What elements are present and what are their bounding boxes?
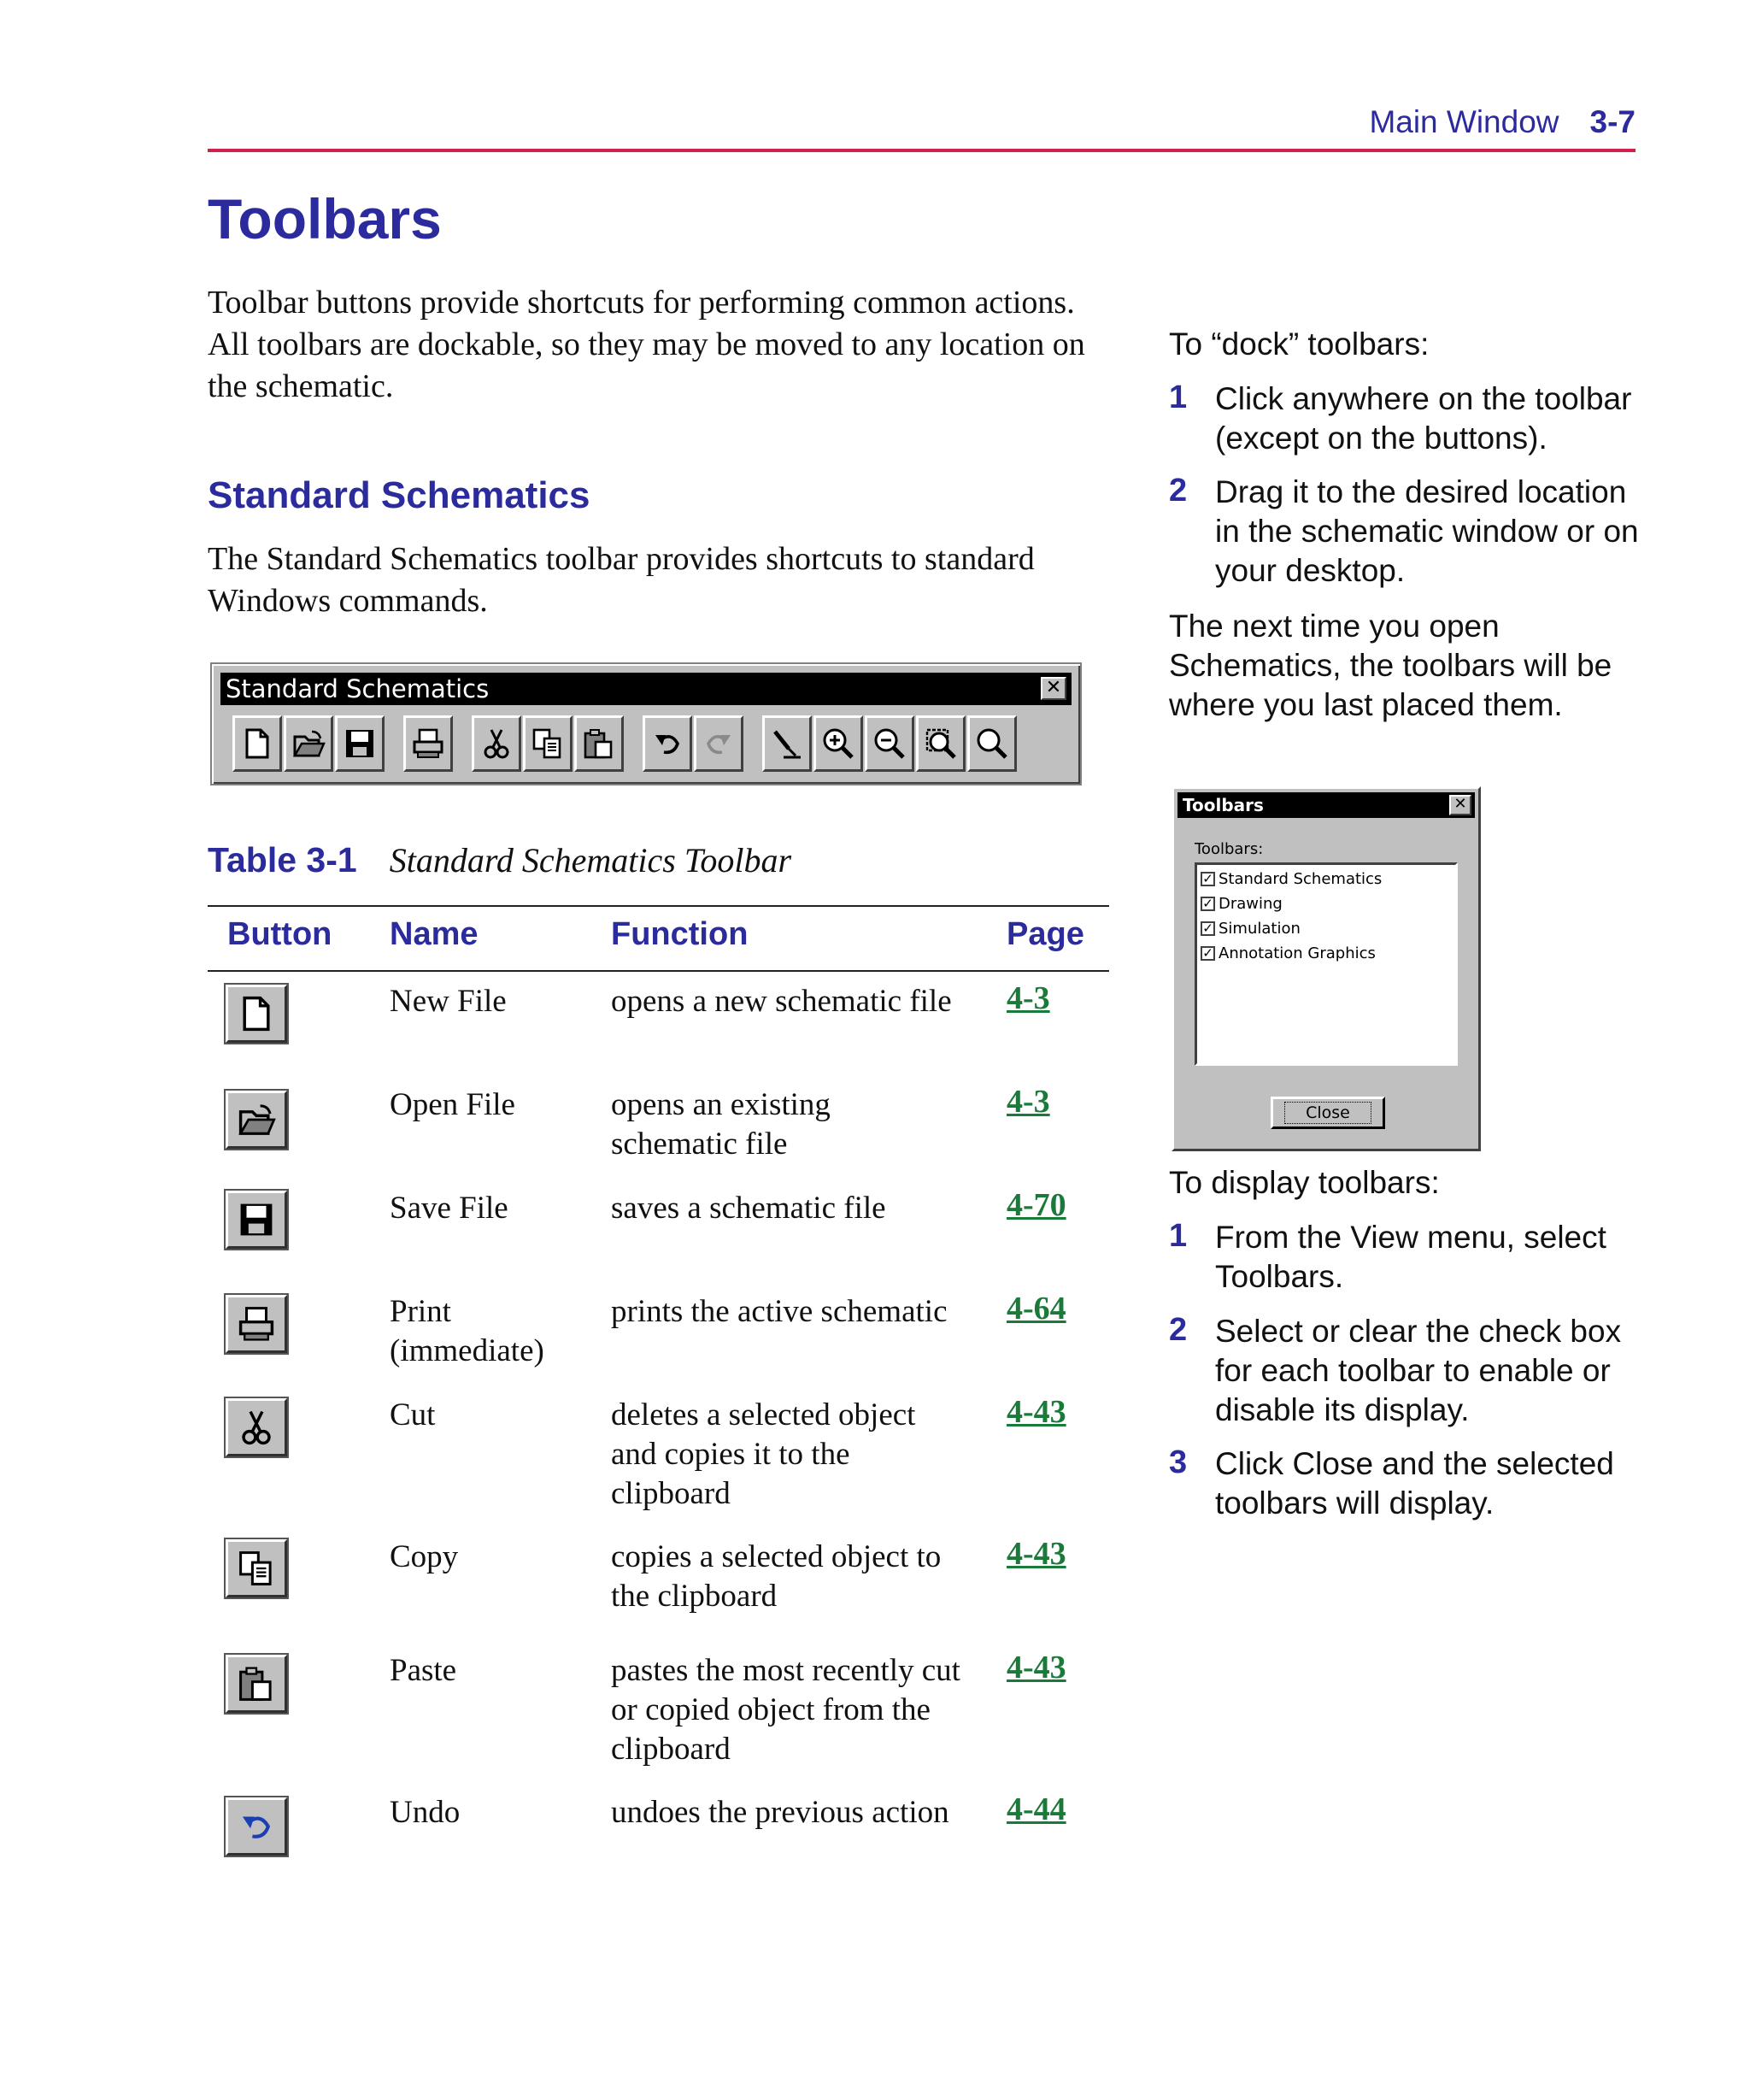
new-file-button[interactable] (232, 715, 282, 772)
dialog-list-label: Toolbars: (1195, 840, 1264, 858)
header-name: Name (390, 916, 479, 952)
redo-button[interactable] (694, 715, 743, 772)
copy-button[interactable] (523, 715, 573, 772)
zoom-out-button[interactable] (865, 715, 914, 772)
dock-note: The next time you open Schematics, the toolbars will be where you last placed them. (1169, 609, 1612, 722)
row-function: undoes the previous action (611, 1795, 949, 1830)
zoom-in-icon (821, 726, 855, 761)
toolbars-dialog (1172, 786, 1481, 1151)
header-page-number: 3-7 (1589, 104, 1635, 139)
dialog-titlebar (1177, 792, 1475, 818)
table-row-icon-copy (226, 1539, 287, 1597)
table-header-rule (208, 970, 1109, 972)
table-row-icon-paste (226, 1655, 287, 1713)
header-function: Function (611, 916, 749, 952)
open-file-icon (291, 726, 326, 761)
header-page: Page (1007, 916, 1084, 952)
undo-icon (650, 726, 684, 761)
dialog-close-label: Close (1284, 1102, 1371, 1124)
page-link[interactable]: 4-64 (1007, 1291, 1066, 1326)
cut-button[interactable] (472, 715, 521, 772)
display-step-number: 2 (1169, 1312, 1188, 1348)
display-step-text: Click Close and the selected toolbars will display. (1215, 1446, 1614, 1521)
table-row-icon-undo (226, 1797, 287, 1856)
zoom-in-button[interactable] (813, 715, 863, 772)
print-icon (411, 726, 445, 761)
paste-button[interactable] (574, 715, 624, 772)
row-function: deletes a selected object and copies it to the clipboard (611, 1397, 916, 1511)
dialog-close-icon-button[interactable]: ✕ (1449, 795, 1471, 815)
table-row-icon-print (226, 1295, 287, 1353)
page-link[interactable]: 4-3 (1007, 980, 1050, 1016)
section-heading: Standard Schematics (208, 474, 590, 516)
dock-step-text: Drag it to the desired location in the schematic window or on your desktop. (1215, 474, 1639, 588)
checklist-item-simulation[interactable] (1201, 916, 1452, 941)
header-button: Button (227, 916, 332, 952)
row-name: New File (390, 984, 507, 1019)
checkbox-checked[interactable]: ✓ (1201, 946, 1215, 961)
undo-button[interactable] (643, 715, 692, 772)
dock-step-text: Click anywhere on the toolbar (except on the buttons). (1215, 381, 1632, 456)
display-intro: To display toolbars: (1169, 1165, 1440, 1200)
table-number: Table 3-1 (208, 840, 357, 879)
table-row-icon-open-file (226, 1091, 287, 1149)
checklist-item-drawing[interactable] (1201, 891, 1452, 916)
row-function: saves a schematic file (611, 1191, 886, 1226)
print-icon (237, 1304, 276, 1344)
new-file-icon (240, 726, 274, 761)
paste-icon (582, 726, 616, 761)
dock-step-number: 2 (1169, 473, 1188, 509)
toolbar-close-button[interactable]: ✕ (1041, 677, 1066, 700)
pick-icon (770, 726, 804, 761)
table-row-icon-cut (226, 1398, 287, 1456)
intro-paragraph: Toolbar buttons provide shortcuts for performing common actions. All toolbars are dockable, so they may be moved to any location on the schematic. (208, 285, 1085, 404)
undo-icon (237, 1807, 276, 1846)
row-name: Cut (390, 1397, 436, 1432)
checklist-item-label: Drawing (1219, 895, 1283, 913)
standard-schematics-toolbar (210, 662, 1082, 785)
row-name: Undo (390, 1795, 461, 1830)
zoom-fit-button[interactable] (967, 715, 1017, 772)
checklist-item-annotation-graphics[interactable] (1201, 941, 1452, 966)
checklist-item-label: Simulation (1219, 920, 1301, 938)
checkbox-checked[interactable]: ✓ (1201, 921, 1215, 936)
save-file-icon (343, 726, 377, 761)
checkbox-checked[interactable]: ✓ (1201, 872, 1215, 886)
zoom-area-button[interactable] (916, 715, 966, 772)
row-name: Open File (390, 1087, 515, 1122)
header-rule (208, 149, 1635, 152)
row-function: copies a selected object to the clipboard (611, 1539, 942, 1614)
copy-icon (237, 1549, 276, 1588)
copy-icon (531, 726, 565, 761)
row-name: Copy (390, 1539, 459, 1574)
print-button[interactable] (403, 715, 453, 772)
paste-icon (237, 1664, 276, 1703)
checklist-item-standard-schematics[interactable] (1201, 867, 1452, 891)
page-link[interactable]: 4-43 (1007, 1650, 1066, 1685)
redo-icon (702, 726, 736, 761)
zoom-out-icon (872, 726, 907, 761)
checklist-item-label: Annotation Graphics (1219, 944, 1376, 962)
dock-intro: To “dock” toolbars: (1169, 326, 1430, 362)
page-link[interactable]: 4-3 (1007, 1084, 1050, 1120)
display-step-text: Select or clear the check box for each toolbar to enable or disable its display. (1215, 1314, 1622, 1427)
table-caption (208, 840, 791, 880)
zoom-area-icon (924, 726, 958, 761)
dialog-title: Toolbars (1183, 795, 1264, 815)
checklist-item-label: Standard Schematics (1219, 870, 1383, 888)
display-step-text: From the View menu, select Toolbars. (1215, 1220, 1606, 1294)
pick-button[interactable] (762, 715, 812, 772)
toolbar-title: Standard Schematics (226, 674, 490, 703)
row-function: pastes the most recently cut or copied object from the clipboard (611, 1653, 960, 1767)
toolbar-titlebar (220, 673, 1072, 705)
zoom-fit-icon (975, 726, 1009, 761)
checkbox-checked[interactable]: ✓ (1201, 897, 1215, 911)
row-function: prints the active schematic (611, 1294, 948, 1329)
section-paragraph: The Standard Schematics toolbar provides shortcuts to standard Windows commands. (208, 541, 1035, 619)
row-name: Print (immediate) (390, 1294, 544, 1368)
table-top-rule (208, 905, 1109, 907)
row-name: Save File (390, 1191, 508, 1226)
open-file-button[interactable] (284, 715, 333, 772)
cut-icon (237, 1408, 276, 1447)
display-step-number: 3 (1169, 1444, 1188, 1480)
cut-icon (479, 726, 514, 761)
page-link[interactable]: 4-43 (1007, 1394, 1066, 1430)
row-function: opens a new schematic file (611, 984, 952, 1019)
running-header (1369, 104, 1635, 140)
table-row-icon-save-file (226, 1191, 287, 1249)
table-row-icon-new-file (226, 985, 287, 1043)
display-step-number: 1 (1169, 1218, 1188, 1254)
header-section: Main Window (1369, 104, 1559, 139)
row-name: Paste (390, 1653, 457, 1688)
toolbar-checklist (1195, 862, 1458, 1066)
new-file-icon (237, 994, 276, 1033)
page-link[interactable]: 4-44 (1007, 1791, 1066, 1827)
dock-step-number: 1 (1169, 379, 1188, 415)
page-link[interactable]: 4-70 (1007, 1187, 1066, 1223)
save-file-icon (237, 1200, 276, 1239)
save-file-button[interactable] (335, 715, 385, 772)
row-function: opens an existing schematic file (611, 1087, 831, 1162)
table-title: Standard Schematics Toolbar (389, 841, 792, 879)
dialog-close-button[interactable] (1271, 1097, 1385, 1129)
page-title: Toolbars (208, 187, 442, 250)
open-file-icon (237, 1100, 276, 1139)
page-link[interactable]: 4-43 (1007, 1536, 1066, 1572)
